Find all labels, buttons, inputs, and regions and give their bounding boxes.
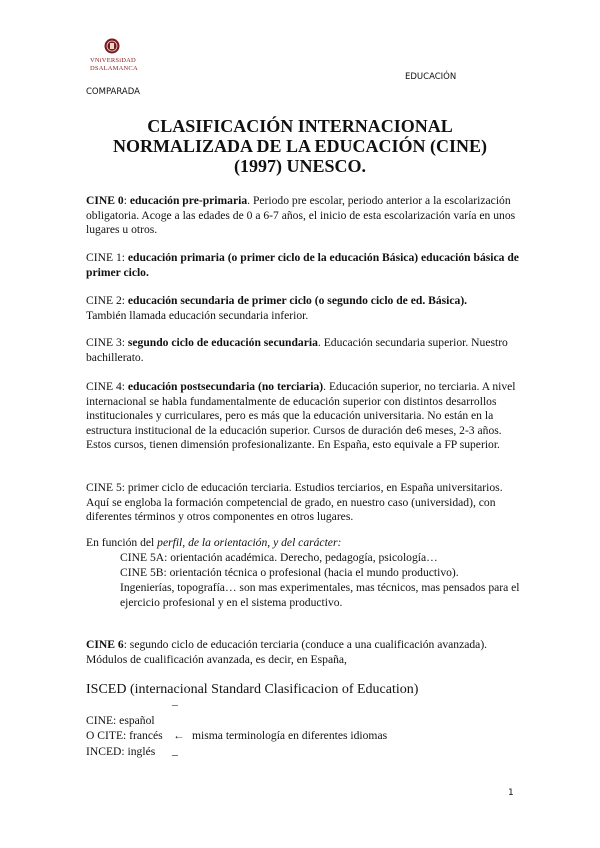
term-cite: O CITE: francés — [86, 729, 163, 742]
term-cine: CINE: español — [86, 714, 155, 727]
perfil-intro: En función del perfil, de la orientación, y del carácter: — [86, 536, 342, 549]
cine5-paragraph: CINE 5: primer ciclo de educación terciaria. Estudios terciarios, en España universitarios. Aquí se engloba la formación competencial de grado, en nuestro caso (universidad), con diferentes términos y otros componentes en otros lugares. — [86, 481, 503, 523]
cine5b-item: CINE 5B: orientación técnica o profesional (hacia el mundo productivo). — [120, 566, 459, 579]
cine5a-item: CINE 5A: orientación académica. Derecho, pedagogía, psicología… — [120, 551, 438, 564]
bracket-mark: ¯ — [172, 704, 178, 717]
cine0-paragraph: CINE 0: educación pre-primaria. Periodo pre escolar, periodo anterior a la escolarización obligatoria. Acoge a las edades de 0 a 6-7 años, el inicio de esta escolarización varía en unos lugares u otros. — [86, 194, 516, 236]
bracket-mark-bottom: _ — [172, 744, 178, 757]
isced-heading: ISCED (internacional Standard Clasificacion of Education) — [86, 682, 419, 697]
terminology-note: misma terminología en diferentes idiomas — [192, 729, 388, 742]
cine4-paragraph: CINE 4: educación postsecundaria (no terciaria). Educación superior, no terciaria. A nivel internacional se habla fundamentalmente de educación superior con distintos desarrollos institucionales y curriculares, pero es más que la educación universitaria. No están en la estructura institucional de la educación superior. Cursos de duración de6 meses, 2-3 años. Estos cursos, tienen dimensión profesionalizante. En España, esto equivale a FP superior. — [86, 380, 516, 451]
term-inced: INCED: inglés — [86, 745, 156, 758]
cine3-paragraph: CINE 3: segundo ciclo de educación secundaria. Educación secundaria superior. Nuestro bachillerato. — [86, 336, 508, 364]
arrow-left-icon: ← — [173, 729, 185, 742]
university-name: VNiVERSiDAD DSALAMANCA — [90, 57, 138, 72]
cine1-paragraph: CINE 1: educación primaria (o primer ciclo de la educación Básica) educación básica de primer ciclo. — [86, 251, 519, 279]
page-number: 1 — [508, 788, 514, 798]
cine5b-detail: Ingenierías, topografía… son mas experimentales, mas técnicos, mas pensados para el ejercicio profesional y en el sistema productivo. — [120, 581, 520, 609]
header-subsection: COMPARADA — [86, 87, 140, 97]
cine2-paragraph: CINE 2: educación secundaria de primer ciclo (o segundo ciclo de ed. Básica). También llamada educación secundaria inferior. — [86, 294, 468, 322]
header-section: EDUCACIÓN — [405, 72, 457, 82]
cine6-paragraph: CINE 6: segundo ciclo de educación terciaria (conduce a una cualificación avanzada). Módulos de cualificación avanzada, es decir, en España, — [86, 638, 488, 666]
document-title: CLASIFICACIÓN INTERNACIONAL NORMALIZADA DE LA EDUCACIÓN (CINE) (1997) UNESCO. — [112, 116, 488, 176]
university-seal-icon — [104, 38, 120, 54]
